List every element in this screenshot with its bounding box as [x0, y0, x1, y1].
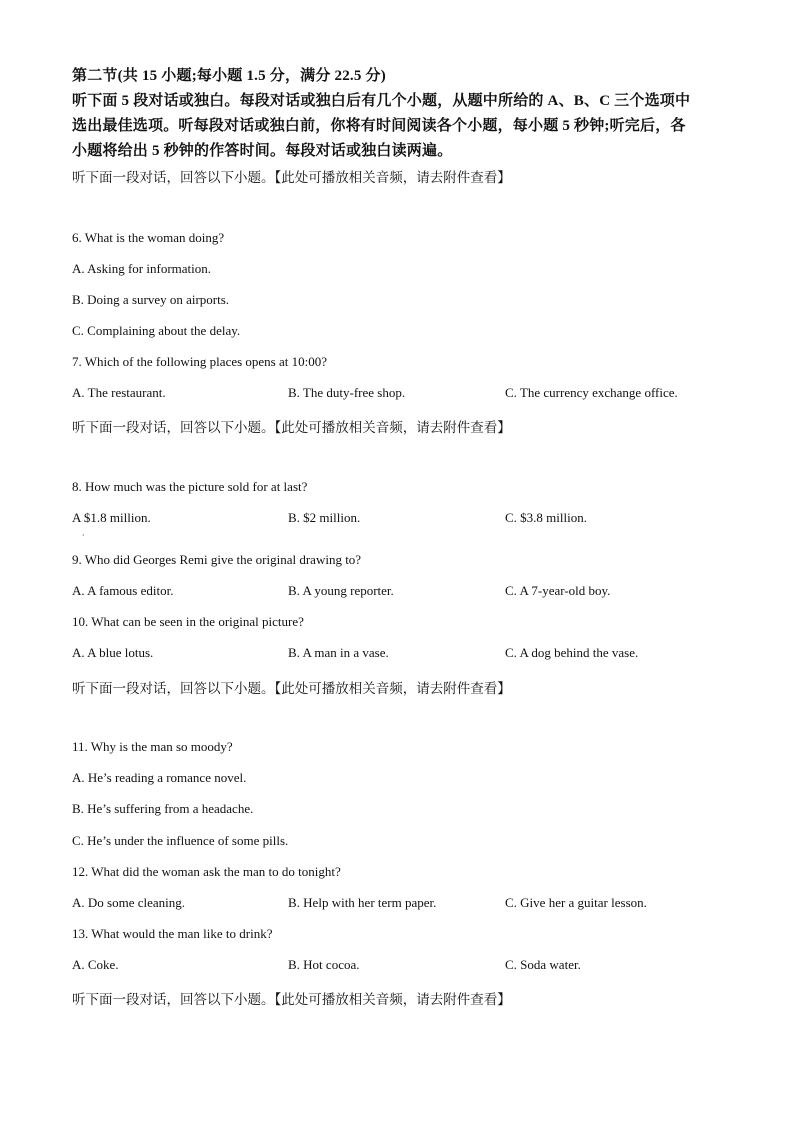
audio-note: 听下面一段对话，回答以下小题。【此处可播放相关音频，请去附件查看】: [72, 681, 511, 697]
q10-option-b: B. A man in a vase.: [288, 645, 389, 660]
q13-option-b: B. Hot cocoa.: [288, 957, 360, 972]
instruction-line-1: 听下面 5 段对话或独白。每段对话或独白后有几个小题，从题中所给的 A、B、C 三个选项中: [72, 93, 691, 109]
q6-option-b: B. Doing a survey on airports.: [72, 292, 230, 307]
q8-option-c: C. $3.8 million.: [505, 510, 587, 525]
q6-option-c: C. Complaining about the delay.: [72, 323, 241, 338]
question-8: 8. How much was the picture sold for at last?: [72, 479, 308, 494]
q12-option-b: B. Help with her term paper.: [288, 895, 437, 910]
question-11: 11. Why is the man so moody?: [72, 739, 233, 754]
audio-note: 听下面一段对话，回答以下小题。【此处可播放相关音频，请去附件查看】: [72, 992, 511, 1008]
q11-option-b: B. He’s suffering from a headache.: [72, 801, 254, 816]
q6-option-a: A. Asking for information.: [72, 261, 212, 276]
q13-option-c: C. Soda water.: [505, 957, 581, 972]
q7-option-c: C. The currency exchange office.: [505, 385, 678, 400]
instruction-line-3: 小题将给出 5 秒钟的作答时间。每段对话或独白读两遍。: [72, 143, 453, 159]
q7-option-b: B. The duty-free shop.: [288, 385, 406, 400]
q12-option-c: C. Give her a guitar lesson.: [505, 895, 647, 910]
q11-option-c: C. He’s under the influence of some pills.: [72, 833, 289, 848]
q11-option-a: A. He’s reading a romance novel.: [72, 770, 247, 785]
audio-note: 听下面一段对话，回答以下小题。【此处可播放相关音频，请去附件查看】: [72, 170, 511, 186]
q9-option-a: A. A famous editor.: [72, 583, 174, 598]
question-9: 9. Who did Georges Remi give the original drawing to?: [72, 552, 362, 567]
question-10: 10. What can be seen in the original picture?: [72, 614, 304, 629]
stray-dot: ·: [82, 531, 85, 540]
q9-option-c: C. A 7-year-old boy.: [505, 583, 611, 598]
question-13: 13. What would the man like to drink?: [72, 926, 273, 941]
question-7: 7. Which of the following places opens at 10:00?: [72, 354, 328, 369]
q10-option-a: A. A blue lotus.: [72, 645, 154, 660]
q10-option-c: C. A dog behind the vase.: [505, 645, 639, 660]
audio-note: 听下面一段对话，回答以下小题。【此处可播放相关音频，请去附件查看】: [72, 420, 511, 436]
instruction-line-2: 选出最佳选项。听每段对话或独白前，你将有时间阅读各个小题，每小题 5 秒钟;听完后，各: [72, 118, 686, 134]
q7-option-a: A. The restaurant.: [72, 385, 166, 400]
q9-option-b: B. A young reporter.: [288, 583, 394, 598]
section-heading: 第二节(共 15 小题;每小题 1.5 分，满分 22.5 分): [72, 68, 386, 84]
question-12: 12. What did the woman ask the man to do tonight?: [72, 864, 341, 879]
q8-option-a: A $1.8 million.: [72, 510, 151, 525]
q8-option-b: B. $2 million.: [288, 510, 361, 525]
question-6: 6. What is the woman doing?: [72, 230, 225, 245]
q13-option-a: A. Coke.: [72, 957, 119, 972]
q12-option-a: A. Do some cleaning.: [72, 895, 186, 910]
